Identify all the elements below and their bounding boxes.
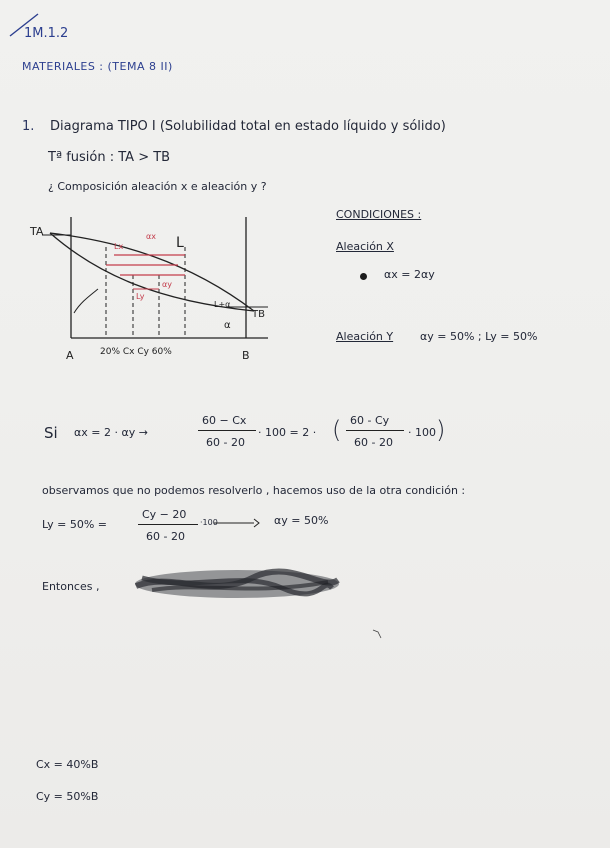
ly-label: Ly bbox=[136, 292, 145, 301]
eq1-fraction-bar-2 bbox=[346, 430, 404, 431]
eq2-arrow bbox=[214, 518, 260, 528]
alphay-label: αy bbox=[162, 280, 173, 289]
eq1-numerator-2: 60 - Cy bbox=[350, 414, 390, 427]
eq1-close-paren: ) bbox=[436, 416, 446, 444]
result-cx: Cx = 40%B bbox=[36, 758, 99, 771]
conditions-heading: CONDICIONES : bbox=[336, 208, 422, 221]
entonces-word: Entonces , bbox=[42, 580, 100, 593]
melt-temperature-line: Tª fusión : TA > TB bbox=[48, 150, 171, 165]
alloy-y-conditions: αy = 50% ; Ly = 50% bbox=[420, 330, 538, 343]
liquid-label: L bbox=[176, 235, 184, 251]
alloy-x-condition: αx = 2αy bbox=[384, 268, 435, 281]
alloy-x-label: Aleación X bbox=[336, 240, 394, 253]
bullet-dot bbox=[360, 273, 367, 280]
eq2-tail: ·100 bbox=[200, 518, 218, 527]
corner-slash-mark bbox=[8, 12, 40, 38]
ta-label: TA bbox=[30, 225, 44, 238]
result-cy: Cy = 50%B bbox=[36, 790, 99, 803]
problem-number: 1. bbox=[22, 119, 35, 134]
eq1-denominator-2: 60 - 20 bbox=[354, 436, 393, 449]
axis-ticks: 20% Cx Cy 60% bbox=[100, 347, 172, 357]
alphax-label: αx bbox=[146, 232, 157, 241]
si-word: Si bbox=[44, 424, 58, 442]
subject-line: MATERIALES : (TEMA 8 II) bbox=[22, 60, 173, 73]
alpha-label: α bbox=[224, 320, 231, 331]
eq1-denominator: 60 - 20 bbox=[206, 436, 245, 449]
eq1-tail: · 100 bbox=[408, 426, 436, 439]
eq1-numerator: 60 − Cx bbox=[202, 414, 247, 427]
eq2-denominator: 60 - 20 bbox=[146, 530, 185, 543]
eq1-fraction-bar bbox=[198, 430, 256, 431]
b-label: B bbox=[242, 349, 250, 362]
eq2-result: αy = 50% bbox=[274, 514, 329, 527]
alloy-y-label: Aleación Y bbox=[336, 330, 394, 343]
eq1-middle: · 100 = 2 · bbox=[258, 426, 317, 439]
page-id: 1M.1.2 bbox=[24, 26, 69, 41]
tb-label: TB bbox=[252, 309, 265, 320]
mix-label: L+α bbox=[214, 300, 231, 309]
crossed-out-scribble bbox=[132, 562, 342, 606]
eq2-fraction-bar bbox=[138, 524, 198, 525]
lx-label: Lx bbox=[114, 242, 124, 251]
stray-pen-mark bbox=[372, 628, 386, 640]
phase-diagram-sketch bbox=[28, 205, 288, 365]
eq2-left: Ly = 50% = bbox=[42, 518, 108, 531]
note-line: observamos que no podemos resolverlo , hacemos uso de la otra condición : bbox=[42, 484, 466, 497]
problem-title: Diagrama TIPO I (Solubilidad total en estado líquido y sólido) bbox=[50, 119, 446, 134]
eq1-open-paren: ( bbox=[332, 416, 342, 444]
a-label: A bbox=[66, 349, 74, 362]
question-line: ¿ Composición aleación x e aleación y ? bbox=[48, 180, 267, 193]
eq1-left: αx = 2 · αy → bbox=[74, 426, 148, 439]
eq2-numerator: Cy − 20 bbox=[142, 508, 187, 521]
